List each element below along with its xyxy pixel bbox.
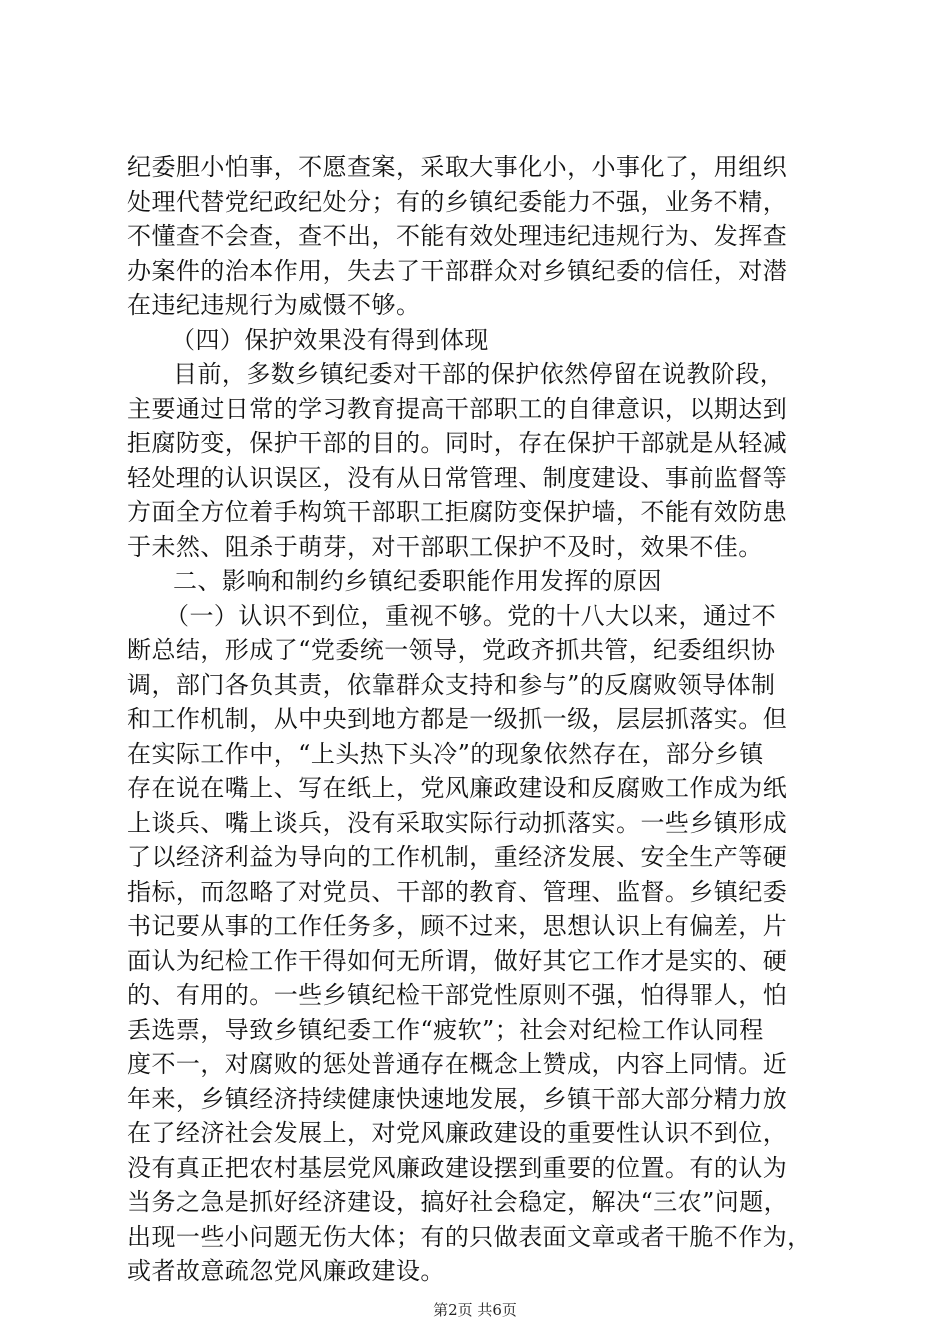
text-line: 方面全方位着手构筑干部职工拒腐防变保护墙，不能有效防患: [127, 498, 788, 526]
text-line: 调，部门各负其责，依靠群众支持和参与”的反腐败领导体制: [127, 670, 776, 699]
text-line: 指标，而忽略了对党员、干部的教育、管理、监督。乡镇纪委: [127, 877, 788, 906]
text-line: 办案件的治本作用，失去了干部群众对乡镇纪委的信任，对潜: [127, 256, 788, 285]
text-line: 不懂查不会查，查不出，不能有效处理违纪违规行为、发挥查: [127, 222, 788, 250]
text-line: 当务之急是抓好经济建设，搞好社会稳定，解决“三农”问题，: [127, 1188, 789, 1216]
text-line: 度不一，对腐败的惩处普通存在概念上赞成，内容上同情。近: [127, 1050, 788, 1078]
page-number: 第2页 共6页: [433, 1301, 517, 1319]
text-line: 于未然、阻杀于萌芽，对干部职工保护不及时，效果不佳。: [127, 532, 763, 561]
text-line: 面认为纪检工作干得如何无所谓，做好其它工作才是实的、硬: [127, 946, 788, 975]
text-line: 上谈兵、嘴上谈兵，没有采取实际行动抓落实。一些乡镇形成: [127, 808, 788, 837]
text-line: 纪委胆小怕事，不愿查案，采取大事化小，小事化了，用组织: [127, 153, 788, 181]
text-line: 书记要从事的工作任务多，顾不过来，思想认识上有偏差，片: [127, 912, 788, 940]
text-line: 的、有用的。一些乡镇纪检干部党性原则不强，怕得罪人，怕: [127, 981, 788, 1009]
page-footer: [0, 1300, 950, 1320]
text-line: 和工作机制，从中央到地方都是一级抓一级，层层抓落实。但: [127, 705, 788, 733]
body-text: [127, 150, 827, 1289]
text-line: 在违纪违规行为威慑不够。: [127, 291, 421, 319]
text-line: 在了经济社会发展上，对党风廉政建设的重要性认识不到位，: [127, 1119, 788, 1147]
text-line: 拒腐防变，保护干部的目的。同时，存在保护干部就是从轻减: [127, 429, 788, 457]
text-line: （一）认识不到位，重视不够。党的十八大以来，通过不: [165, 601, 777, 630]
text-line: 了以经济利益为导向的工作机制，重经济发展、安全生产等硬: [127, 843, 788, 871]
text-line: 或者故意疏忽党风廉政建设。: [127, 1257, 445, 1285]
text-line: 存在说在嘴上、写在纸上，党风廉政建设和反腐败工作成为纸: [127, 774, 788, 802]
text-line: 在实际工作中，“上头热下头冷”的现象依然存在，部分乡镇: [127, 739, 764, 768]
text-line: 处理代替党纪政纪处分；有的乡镇纪委能力不强，业务不精，: [127, 187, 788, 216]
text-line: 年来，乡镇经济持续健康快速地发展，乡镇干部大部分精力放: [127, 1084, 788, 1113]
text-line: 主要通过日常的学习教育提高干部职工的自律意识，以期达到: [127, 394, 788, 423]
text-line: 轻处理的认识误区，没有从日常管理、制度建设、事前监督等: [127, 463, 788, 492]
text-line: 断总结，形成了“党委统一领导，党政齐抓共管，纪委组织协: [127, 636, 776, 664]
text-line: 没有真正把农村基层党风廉政建设摆到重要的位置。有的认为: [127, 1153, 788, 1182]
text-line: 出现一些小问题无伤大体；有的只做表面文章或者干脆不作为，: [127, 1222, 812, 1251]
text-line: 目前，多数乡镇纪委对干部的保护依然停留在说教阶段，: [173, 360, 785, 388]
text-line: （四）保护效果没有得到体现: [171, 325, 489, 354]
text-line: 二、影响和制约乡镇纪委职能作用发挥的原因: [173, 567, 662, 595]
text-line: 丢选票，导致乡镇纪委工作“疲软”；社会对纪检工作认同程: [127, 1015, 764, 1044]
